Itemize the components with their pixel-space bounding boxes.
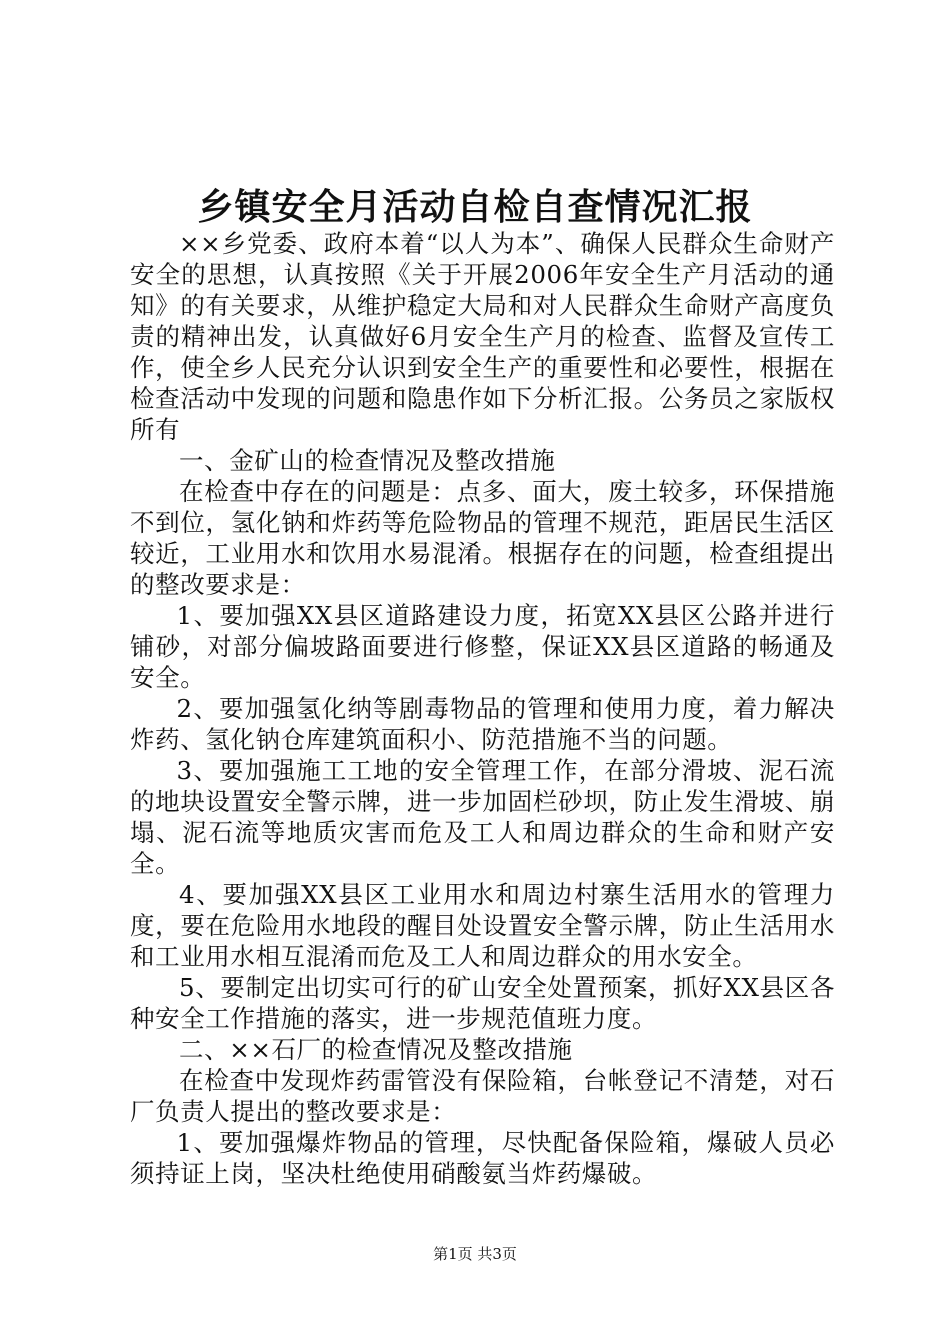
page-number-footer: 第1页 共3页 bbox=[433, 1245, 517, 1263]
rectification-item-2: 2、要加强氢化纳等剧毒物品的管理和使用力度，着力解决炸药、氢化钠仓库建筑面积小、防范措施不当的问题。 bbox=[130, 694, 835, 754]
document-body bbox=[130, 228, 835, 1189]
rectification-item-1: 1、要加强XX县区道路建设力度，拓宽XX县区公路并进行铺砂，对部分偏坡路面要进行修整，保证XX县区道路的畅通及安全。 bbox=[130, 601, 835, 692]
quarry-rectification-item-1: 1、要加强爆炸物品的管理，尽快配备保险箱，爆破人员必须持证上岗，坚决杜绝使用硝酸氨当炸药爆破。 bbox=[130, 1128, 835, 1188]
intro-paragraph: ××乡党委、政府本着“以人为本”、确保人民群众生命财产安全的思想，认真按照《关于开展2006年安全生产月活动的通知》的有关要求，从维护稳定大局和对人民群众生命财产高度负责的精神出发，认真做好6月安全生产月的检查、监督及宣传工作，使全乡人民充分认识到安全生产的重要性和必要性，根据在检查活动中发现的问题和隐患作如下分析汇报。公务员之家版权所有 bbox=[130, 229, 835, 444]
rectification-item-4: 4、要加强XX县区工业用水和周边村寨生活用水的管理力度，要在危险用水地段的醒目处设置安全警示牌，防止生活用水和工业用水相互混淆而危及工人和周边群众的用水安全。 bbox=[130, 880, 835, 971]
quarry-problems-paragraph: 在检查中发现炸药雷管没有保险箱，台帐登记不清楚，对石厂负责人提出的整改要求是： bbox=[130, 1066, 835, 1126]
page-title: 乡镇安全月活动自检自查情况汇报 bbox=[197, 186, 753, 228]
section-heading-quarry: 二、××石厂的检查情况及整改措施 bbox=[179, 1035, 573, 1064]
rectification-item-3: 3、要加强施工工地的安全管理工作，在部分滑坡、泥石流的地块设置安全警示牌，进一步加固栏砂坝，防止发生滑坡、崩塌、泥石流等地质灾害而危及工人和周边群众的生命和财产安全。 bbox=[130, 756, 835, 878]
section-heading-gold-mine: 一、金矿山的检查情况及整改措施 bbox=[179, 446, 556, 475]
gold-mine-problems-paragraph: 在检查中存在的问题是：点多、面大，废土较多，环保措施不到位，氢化钠和炸药等危险物品的管理不规范，距居民生活区较近，工业用水和饮用水易混淆。根据存在的问题，检查组提出的整改要求是： bbox=[130, 477, 835, 599]
rectification-item-5: 5、要制定出切实可行的矿山安全处置预案，抓好XX县区各种安全工作措施的落实，进一步规范值班力度。 bbox=[130, 973, 835, 1033]
